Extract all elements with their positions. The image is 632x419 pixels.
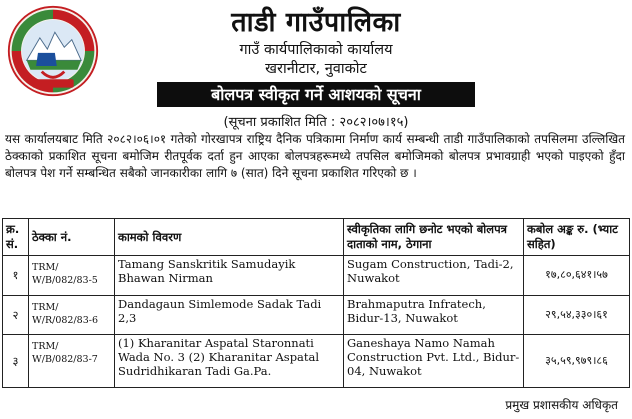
row-bidder: Sugam Construction, Tadi-2, Nuwakot <box>344 256 524 296</box>
table-header-row <box>3 219 630 256</box>
row-work-description: (1) Kharanitar Aspatal Staronnati Wada No. 3 (2) Kharanitar Aspatal Sudridhikaran Tadi Ga.Pa. <box>115 334 344 387</box>
row-sn: २ <box>3 295 29 334</box>
row-contract-no: TRM/ W/R/082/83-6 <box>29 295 115 334</box>
table-row <box>3 334 630 387</box>
notice-title-banner: बोलपत्र स्वीकृत गर्ने आशयको सूचना <box>157 82 475 107</box>
header-contract-no: ठेक्का नं. <box>29 219 115 256</box>
table-row <box>3 295 630 334</box>
row-contract-no: TRM/ W/B/082/83-5 <box>29 256 115 296</box>
row-amount: २९,५४,३३०।६१ <box>524 295 630 334</box>
municipality-title: ताडी गाउँपालिका <box>231 7 401 38</box>
row-sn: १ <box>3 256 29 296</box>
row-contract-no: TRM/ W/B/082/83-7 <box>29 334 115 387</box>
office-subtitle: गाउँ कार्यपालिकाको कार्यालय <box>239 42 393 58</box>
header-amount: कबोल अङ्क रु. (भ्याट सहित) <box>524 219 630 256</box>
row-work-description: Tamang Sanskritik Samudayik Bhawan Nirman <box>115 256 344 296</box>
header-sn: क्र. सं. <box>3 219 29 256</box>
bid-acceptance-table <box>2 218 630 388</box>
row-bidder: Brahmaputra Infratech, Bidur-13, Nuwakot <box>344 295 524 334</box>
header-bidder: स्वीकृतिका लागि छनोट भएको बोलपत्र दाताको नाम, ठेगाना <box>344 219 524 256</box>
header-work-description: कामको विवरण <box>115 219 344 256</box>
table-row <box>3 256 630 296</box>
notice-body-paragraph: यस कार्यालयबाट मिति २०८२।०६।०१ गतेको गोरखापत्र राष्ट्रिय दैनिक पत्रिकामा निर्माण कार्य सम्बन्धी ताडी गाउँपालिकाको तपसिलमा उल्लिखित ठेक्काको प्रकाशित सूचना बमोजिम रीतपूर्वक दर्ता हुन आएका बोलपत्रहरूमध्ये तपसिल बमोजिमको बोलपत्र प्रभावग्राही भएको पाइएको हुँदा बोलपत्र पेश गर्ने सम्बन्धित सबैको जानकारीका लागि ७ (सात) दिने सूचना प्रकाशित गरिएको छ । <box>5 132 625 180</box>
signoff-designation: प्रमुख प्रशासकीय अधिकृत <box>505 398 618 412</box>
row-amount: १७,८०,६४१।५७ <box>524 256 630 296</box>
row-bidder: Ganeshaya Namo Namah Construction Pvt. Ltd., Bidur-04, Nuwakot <box>344 334 524 387</box>
nepal-government-emblem-icon <box>6 4 100 98</box>
office-address: खरानीटार, नुवाकोट <box>265 61 367 77</box>
row-work-description: Dandagaun Simlemode Sadak Tadi 2,3 <box>115 295 344 334</box>
publish-date: (सूचना प्रकाशित मिति : २०८२।०७।१५) <box>223 115 409 130</box>
row-amount: ३५,५९,९७९।८६ <box>524 334 630 387</box>
row-sn: ३ <box>3 334 29 387</box>
